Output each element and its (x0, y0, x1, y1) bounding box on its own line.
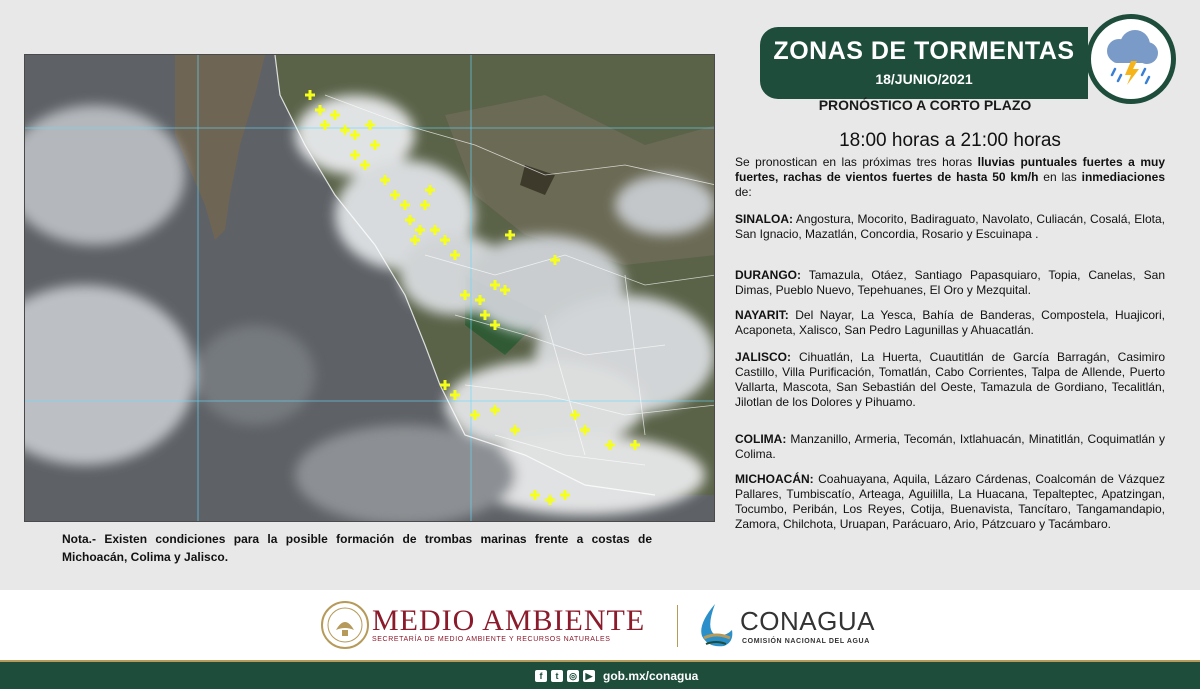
page-title: ZONAS DE TORMENTAS (773, 37, 1075, 65)
intro-bold2: inmediaciones (1081, 170, 1165, 184)
intro-text (735, 155, 1165, 200)
state-name: DURANGO: (735, 268, 801, 282)
state-places: Cihuatlán, La Huerta, Cuautitlán de García Barragán, Casimiro Castillo, Villa Purificación, Tomatlán, Cabo Corrientes, Talpa de Allende, Puerto Vallarta, Mascota, San Sebastián del Oeste, Tamazula de Gordiano, Tecalitlán, Jilotlan de los Dolores y Pihuamo. (735, 350, 1165, 409)
social-links (535, 667, 698, 685)
satellite-map (24, 54, 715, 522)
website-link[interactable]: gob.mx/conagua (603, 669, 699, 683)
conagua-title: CONAGUA (740, 606, 875, 636)
intro-part1: Se pronostican en las próximas tres horas (735, 155, 978, 169)
state-michoacan (735, 472, 1165, 532)
instagram-icon[interactable]: ◎ (567, 670, 579, 682)
conagua-subtitle: COMISIÓN NACIONAL DEL AGUA (742, 638, 870, 645)
header-banner (760, 27, 1088, 99)
state-sinaloa (735, 212, 1165, 242)
state-name: NAYARIT: (735, 308, 789, 322)
intro-part2: en las (1038, 170, 1082, 184)
forecast-subtitle: PRONÓSTICO A CORTO PLAZO (818, 97, 1032, 113)
state-places: Manzanillo, Armeria, Tecomán, Ixtlahuacán, Minatitlán, Coquimatlán y Colima. (735, 432, 1165, 461)
intro-part3: de: (735, 185, 752, 199)
state-nayarit (735, 308, 1165, 338)
state-name: MICHOACÁN: (735, 472, 814, 486)
forecast-hours: 18:00 horas a 21:00 horas (839, 130, 1061, 151)
intro-bold1: lluvias puntuales fuertes a muy fuertes, rachas de vientos fuertes de hasta 50 km/h (735, 155, 1165, 184)
youtube-icon[interactable]: ▶ (583, 670, 595, 682)
state-name: JALISCO: (735, 350, 792, 364)
state-name: SINALOA: (735, 212, 793, 226)
storm-cloud-icon (1086, 14, 1176, 104)
twitter-icon[interactable]: t (551, 670, 563, 682)
state-durango (735, 268, 1165, 298)
state-places: Del Nayar, La Yesca, Bahía de Banderas, Compostela, Huajicori, Acaponeta, Xalisco, San Pedro Lagunillas y Ahuacatlán. (735, 308, 1165, 337)
facebook-icon[interactable]: f (535, 670, 547, 682)
state-colima (735, 432, 1165, 462)
mexico-seal-icon (320, 600, 370, 650)
state-name: COLIMA: (735, 432, 787, 446)
conagua-logo-icon (694, 602, 736, 650)
logo-divider (677, 605, 678, 647)
nota-text: Nota.- Existen condiciones para la posible formación de trombas marinas frente a costas de Michoacán, Colima y Jalisco. (62, 532, 652, 564)
satellite-image (25, 55, 715, 522)
state-places: Tamazula, Otáez, Santiago Papasquiaro, Topia, Canelas, San Dimas, Pueblo Nuevo, Tepehuanes, El Oro y Mezquital. (735, 268, 1165, 297)
state-jalisco (735, 350, 1165, 410)
state-places: Angostura, Mocorito, Badiraguato, Navolato, Culiacán, Cosalá, Elota, San Ignacio, Mazatlán, Concordia, Rosario y Escuinapa . (735, 212, 1165, 241)
forecast-date: 18/JUNIO/2021 (875, 71, 973, 87)
state-places: Coahuayana, Aquila, Lázaro Cárdenas, Coalcomán de Vázquez Pallares, Tumbiscatío, Arteaga, Aguililla, La Huacana, Tepalteptec, Apatzingan, Tocumbo, Peribán, Los Reyes, Cotija, Buenavista, Tancítaro, Tangamandapio, Zamora, Chilchota, Uruapan, Parácuaro, Ario, Pátzcuaro y Tacámbaro. (735, 472, 1165, 531)
medio-ambiente-title: MEDIO AMBIENTE (372, 604, 646, 637)
medio-ambiente-subtitle: SECRETARÍA DE MEDIO AMBIENTE Y RECURSOS NATURALES (372, 636, 611, 643)
